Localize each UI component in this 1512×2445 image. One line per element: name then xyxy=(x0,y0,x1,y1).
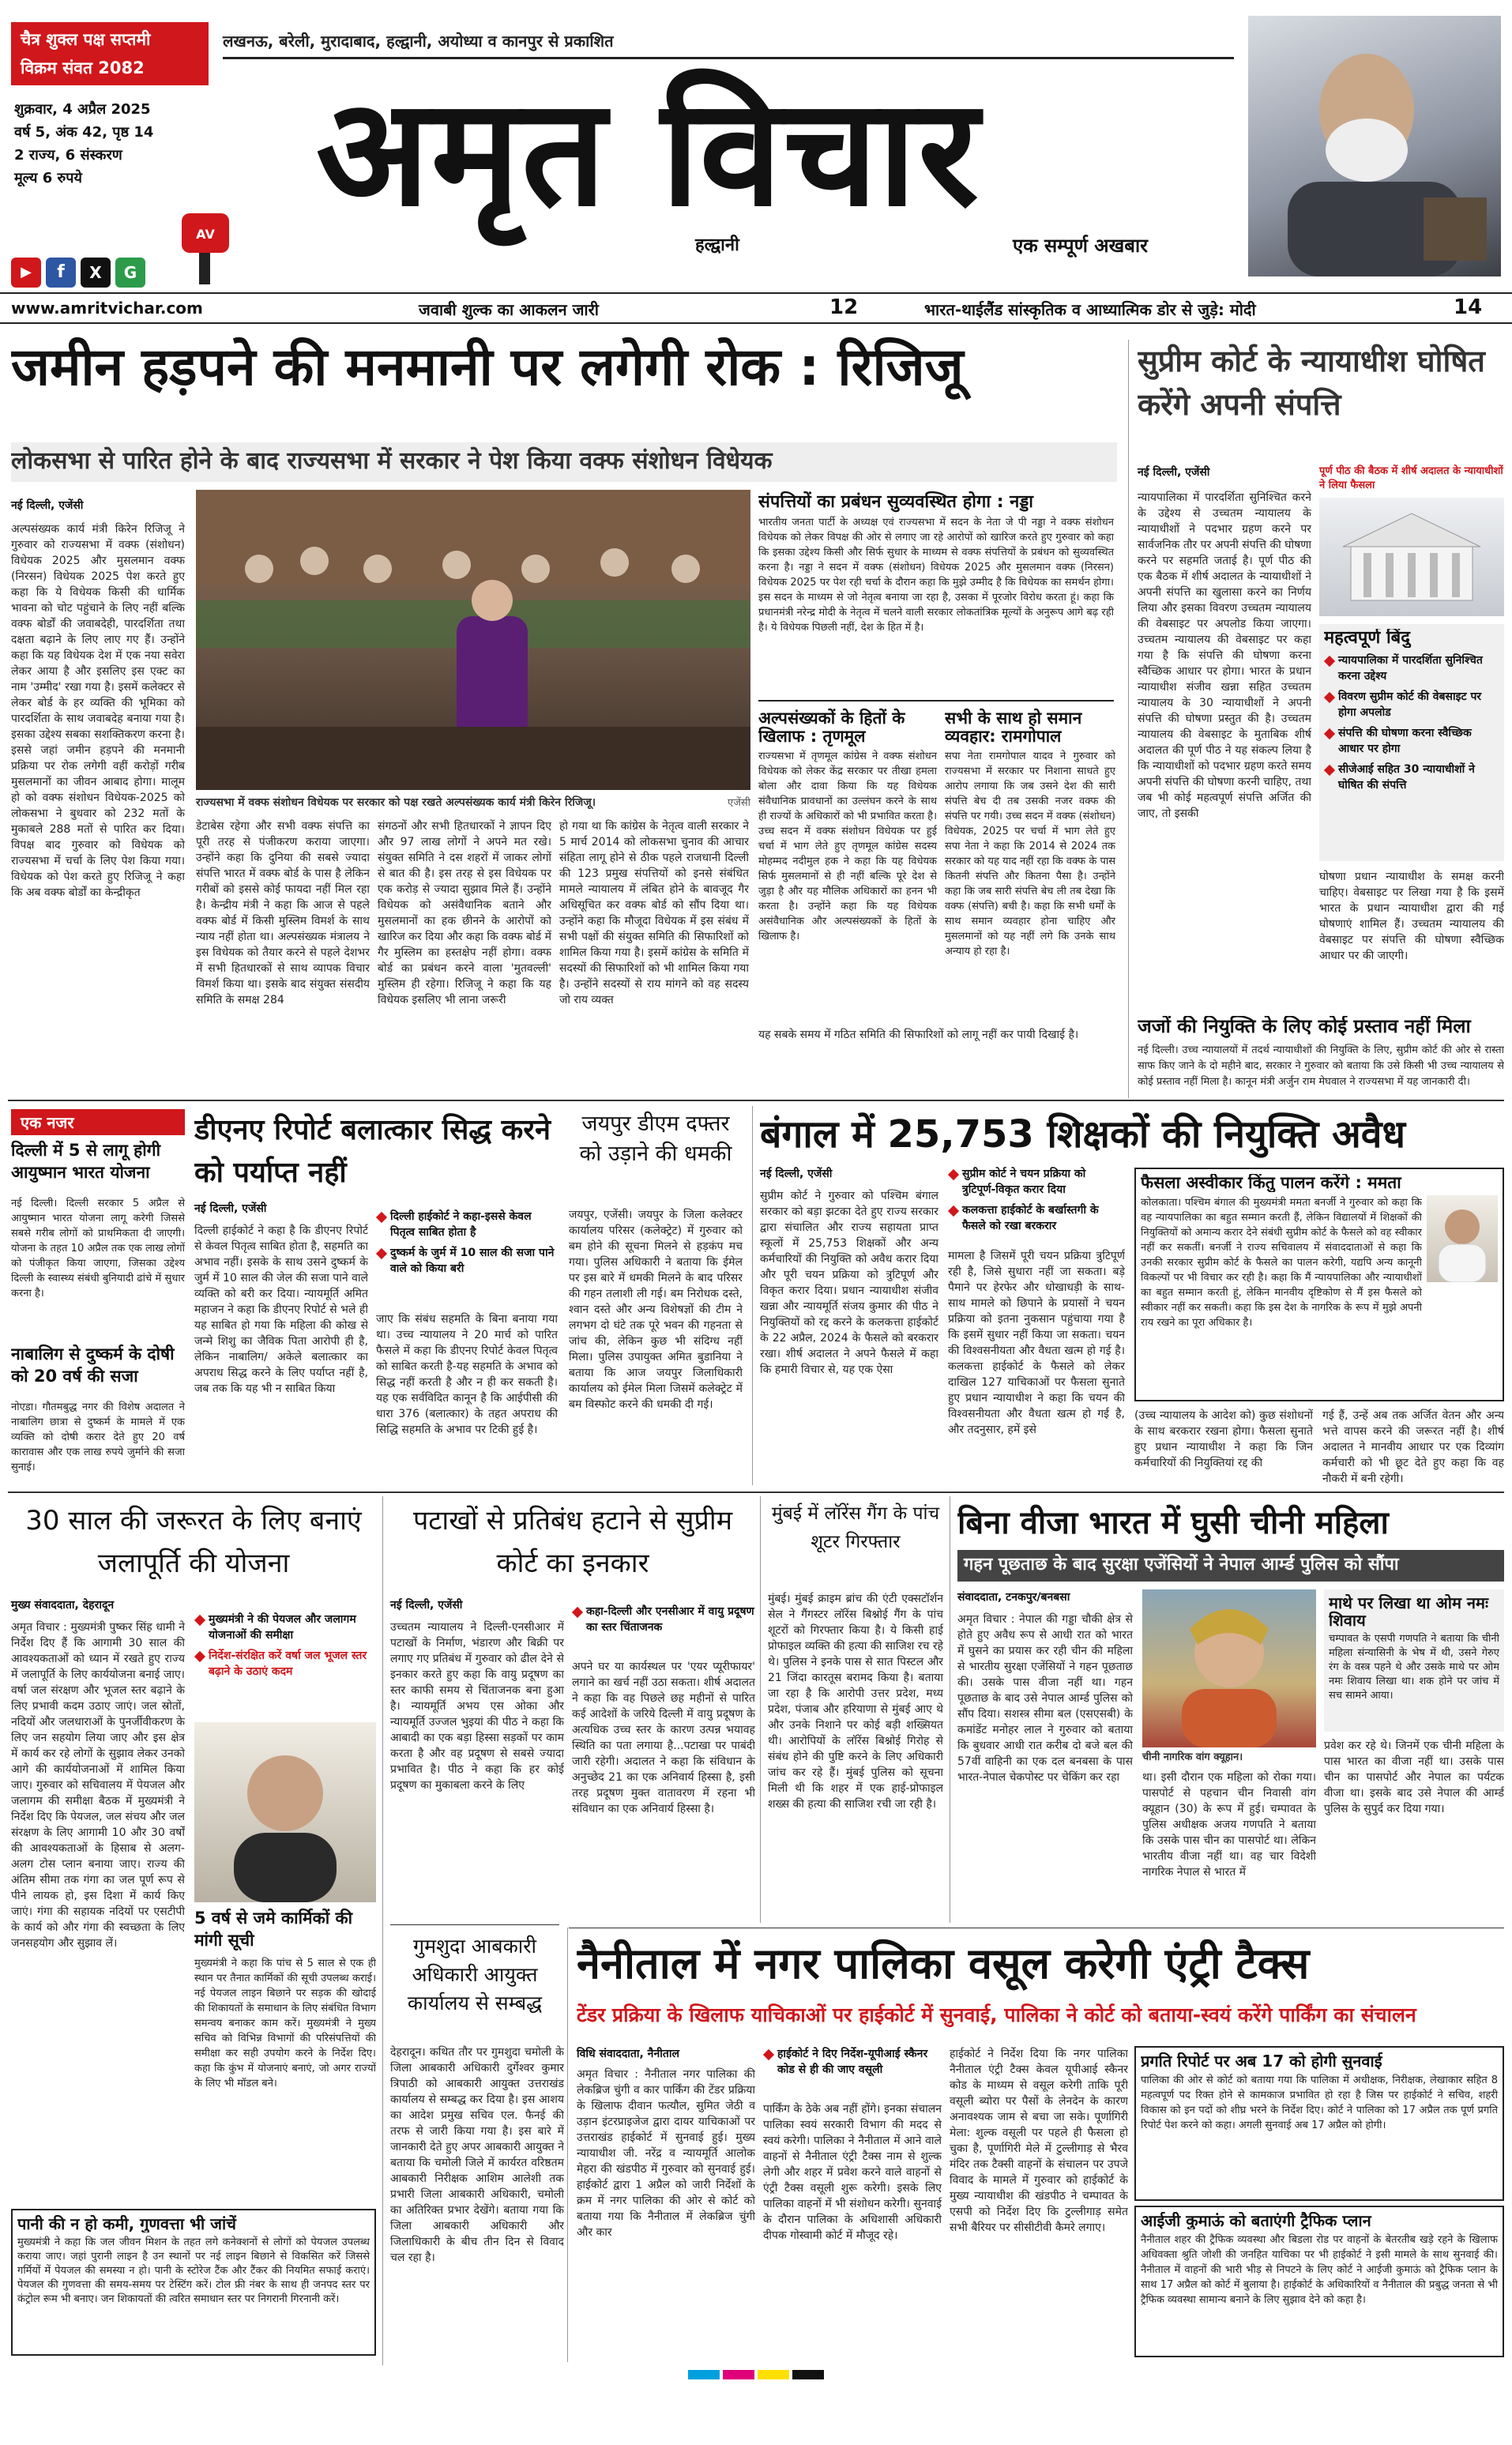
lead-col2: डेटाबेस रहेगा और सभी वक्फ संपत्ति का पूरी तरह से पंजीकरण कराया जाएगा। उन्होंने कहा कि दुनिया की सबसे ज्यादा संपत्ति भारत में वक्फ बोर्ड के पास है लेकिन गरीबों को इससे कोई फायदा नहीं मिल रहा है। केन्द्रीय मंत्री ने कहा कि आज से पहले वक्फ बोर्ड में किसी मुस्लिम विमर्श के साथ न्याय नहीं होता था। अल्पसंख्यक मंत्रालय ने इस विधेयक को तैयार करने से पहले देशभर में सभी हितधारकों से साथ व्यापक विचार विमर्श किया था। इसके बाद संयुक्त संसदीय समिति के समक्ष 284 xyxy=(196,820,370,1006)
tmc-text: राज्यसभा में तृणमूल कांग्रेस ने वक्फ संशोधन विधेयक को लेकर केंद्र सरकार पर तीखा हमला बोला और दावा किया कि यह विधेयक संवैधानिक प्रावधानों का उल्लंघन करने के साथ ही राज्यों के अधिकारों को भी प्रभावित करता है। उच्च सदन में वक्फ संशोधन विधेयक पर हुई चर्चा में भाग लेते हुए तृणमूल कांग्रेस सदस्य मोहम्मद नदीमुल हक ने कहा कि यह विधेयक सिर्फ मुसलमानों से ही नहीं बल्कि पूरे देश से जुड़ा है और यह मौलिक अधिकारों का हनन भी करता है। उन्होंने कहा कि यह विधेयक असंवैधानिक और अल्पसंख्यकों के हितों के खिलाफ है। xyxy=(758,750,937,943)
sp-title: सभी के साथ हो समान व्यवहार: रामगोपाल xyxy=(945,709,1082,747)
bengal-points xyxy=(948,1166,1122,1239)
chinese-col3: प्रवेश कर रहे थे। जिनमें एक चीनी महिला के पास भारत का वीजा नहीं था। उसके पास चीन का पासपोर्ट और नेपाल का पर्यटक वीजा था। इसके बाद उसे नेपाल की आर्म्ड पुलिस के सुपुर्द कर दिया गया। xyxy=(1324,1740,1504,1815)
ek-nazar-t1: नई दिल्ली। दिल्ली सरकार 5 अप्रैल से आयुष्मान भारत योजना लागू करेगी जिससे सबसे गरीब लोगों को प्राथमिकता दी जाएगी। योजना के तहत 10 अप्रैल तक एक लाख लोगों को पंजीकृत किया जाएगा, जिसका उद्देश्य दिल्ली के स्वास्थ्य संबंधी बुनियादी ढांचे में सुधार करना है। xyxy=(11,1198,185,1300)
lead-photo-caption: राज्यसभा में वक्फ संशोधन विधेयक पर सरकार को पक्ष रखते अल्पसंख्यक कार्य मंत्री किरेन रिजिजू। xyxy=(196,796,596,809)
sc-headline: सुप्रीम कोर्ट के न्यायाधीश घोषित करेंगे अपनी संपत्ति xyxy=(1138,344,1485,422)
water-box-text: मुख्यमंत्री ने कहा कि जल जीवन मिशन के तहत लगे कनेक्शनों से लोगों को पेयजल उपलब्ध कराया जाए। जहां पुरानी लाइन है उन स्थानों पर नई लाइन बिछाने से विकसित करें जिससे गर्मियों में पेयजल की समस्या न हो। पानी के स्टोरेज टैंक और टैंकर की नियमित सफाई कराएं। पेयजल की गुणवत्ता की समय-समय पर टेस्टिंग करें। टोल फ्री नंबर के साथ ही जनपद स्तर पर कंट्रोल रूम भी बनाए। जन शिकायतों की त्वरित समाधान स्तर पर निगरानी गिरनानी करें। xyxy=(17,2236,370,2305)
divider xyxy=(760,1496,761,1923)
crackers-point: कहा-दिल्ली और एनसीआर में वायु प्रदूषण का स्तर चिंताजनक xyxy=(572,1604,755,1635)
excise-headline: गुमशुदा आबकारी अधिकारी आयुक्त कार्यालय से सम्बद्ध xyxy=(407,1935,543,2014)
divider xyxy=(8,1100,1504,1101)
title-rule xyxy=(223,57,1234,59)
dna-dateline: नई दिल्ली, एजेंसी xyxy=(194,1202,267,1215)
registration-mark xyxy=(758,2370,789,2379)
registration-mark xyxy=(792,2370,824,2379)
nainital-subhead: टेंडर प्रक्रिया के खिलाफ याचिकाओं पर हाईकोर्ट में सुनवाई, पालिका ने कोर्ट को बताया-स्वयं करेंगे पार्किंग का संचालन xyxy=(577,2003,1416,2026)
lead-col5: यह सबके समय में गठित समिति की सिफारिशों को लागू नहीं कर पायी दिखाई है। xyxy=(758,1029,1079,1041)
sc-points-title: महत्वपूर्ण बिंदु xyxy=(1324,629,1410,648)
nainital-col3: हाईकोर्ट ने निर्देश दिया कि नगर पालिका नैनीताल एंट्री टैक्स केवल यूपीआई स्कैनर कोड के माध्यम से वसूल करेगी ताकि पूरी वसूली ब्योरा पर पैसों के लेनदेन के कारण अनावश्यक जाम से बचा जा सके। पूर्णागिरी मेला: शुल्क वसूली पर पहले ही फैसला हो चुका है, पूर्णागिरी मेले में टुल्लीगाड़ से भैरव मंदिर तक टैक्सी वाहनों के संचालन पर उपजे विवाद के मामले में गुरुवार को हाईकोर्ट के मुख्य न्यायाधीश की खंडपीठ ने चम्पावत के एसपी को निर्देश दिए कि टुल्लीगाड़ समेत सभी बैरियर पर सीसीटीवी कैमरे लगाए। xyxy=(950,2048,1128,2234)
newspaper-title: अमृत विचार xyxy=(316,66,980,239)
dna-points xyxy=(376,1209,558,1281)
ek-nazar-label: एक नजर xyxy=(11,1109,185,1135)
water-sub-title: 5 वर्ष से जमे कार्मिकों की मांगी सूची xyxy=(194,1909,353,1950)
registration-mark xyxy=(688,2370,720,2379)
nainital-headline: नैनीताल में नगर पालिका वसूल करेगी एंट्री टैक्स xyxy=(577,1939,1310,1988)
chinese-headline: बिना वीजा भारत में घुसी चीनी महिला xyxy=(957,1505,1389,1541)
sc-sub-headline: जजों की नियुक्ति के लिए कोई प्रस्ताव नहीं मिला xyxy=(1138,1016,1471,1037)
lead-photo-credit: एजेंसी xyxy=(728,797,750,809)
divider xyxy=(390,1924,559,1925)
tmc-box xyxy=(758,706,937,1022)
lead-col3: संगठनों और सभी हितधारकों ने ज्ञापन दिए और 97 लाख लोगों ने अपने मत रखे। संयुक्त समिति ने दस शहरों में जाकर लोगों से बात की है। इस तरह से इस विधेयक पर एक करोड़ से ज्यादा सुझाव मिले हैं। उन्होंने विधेयक को असंवैधानिक बताने और मुसलमानों का हक छीनने के आरोपों को खारिज कर दिया और कहा कि वक्फ बोर्ड में गैर मुस्लिम का हस्तक्षेप नहीं होगा। वक्फ बोर्ड का प्रबंधन करने वाला 'मुतवल्ली' मुस्लिम ही रहेगा। रिजिजू ने कहा कि यह विधेयक इसलिए भी लाना जरूरी xyxy=(378,820,551,1006)
mamata-photo xyxy=(1427,1195,1498,1282)
traffic-box-title: आईजी कुमाऊं को बताएंगी ट्रैफिक प्लान xyxy=(1141,2212,1371,2229)
divider xyxy=(752,1106,753,1485)
sc-point: विवरण सुप्रीम कोर्ट की वेबसाइट पर होगा अपलोड xyxy=(1324,689,1499,720)
issue-info xyxy=(14,98,220,190)
issue-volume: वर्ष 5, अंक 42, पृष्ठ 14 xyxy=(14,124,154,141)
crackers-headline: पटाखों से प्रतिबंध हटाने से सुप्रीम कोर्ट का इनकार xyxy=(412,1505,733,1579)
water-points xyxy=(194,1612,376,1684)
tithi-line: चैत्र शुक्ल पक्ष सप्तमी xyxy=(21,30,151,49)
chinese-box xyxy=(1324,1589,1504,1732)
sp-text: सपा नेता रामगोपाल यादव ने गुरुवार को राज्यसभा में सरकार पर निशाना साधते हुए आरोप लगाया कि जब उसने देश की सारी संपत्ति बेच दी तब उसकी नजर वक्फ की संपत्ति पर गयी। उच्च सदन में वक्फ (संशोधन) विधेयक, 2025 पर चर्चा में भाग लेते हुए सपा नेता ने कहा कि 2014 से 2024 तक सरकार को यह याद नहीं रहा कि वक्फ के पास कितनी संपत्ति और कितना पैसा है। उन्होंने कहा कि जब सारी संपत्ति बेच ली तब देखा कि वक्फ (संपत्ति) बची है। कहा कि सभी धर्मों के साथ समान व्यवहार होना चाहिए और मुसलमानों को यह नहीं लगे कि उनके साथ अन्याय हो रहा है। xyxy=(945,750,1115,958)
progress-box xyxy=(1134,2046,1504,2201)
nainital-col1: अमृत विचार : नैनीताल नगर पालिका की लेकब्रिज चुंगी व कार पार्किंग की टेंडर प्रक्रिया के खिलाफ दीवान फत्यौल, सुमित जेठी व उड़ान इंटरप्राइजेज द्वारा दायर याचिकाओं पर उत्तराखंड हाईकोर्ट में सुनवाई हुई। मुख्य न्यायाधीश जी. नरेंद्र व न्यायमूर्ति आलोक मेहरा की खंडपीठ में गुरुवार को सुनवाई हुई। हाईकोर्ट द्वारा 1 अप्रैल को जारी निर्देशों के क्रम में नगर पालिका की ओर से कोर्ट को बताया गया कि नैनीताल में लेकब्रिज चुंगी और कार xyxy=(577,2068,755,2239)
divider xyxy=(1128,340,1129,1098)
divider xyxy=(382,1496,383,2365)
issue-date: शुक्रवार, 4 अप्रैल 2025 xyxy=(14,101,151,118)
water-sub-text: मुख्यमंत्री ने कहा कि पांच से 5 साल से एक ही स्थान पर तैनात कार्मिकों की सूची उपलब्ध कराई। नई पेयजल लाइन बिछाने पर सड़क की खोदाई की शिकायतों के समाधान के लिए संबंधित विभाग समन्वय बनाकर काम करें। मुख्यमंत्री ने मुख्य सचिव को विभिन्न विभागों की परिसंपत्तियों की समीक्षा कर सही उपयोग करने के निर्देश दिए। कहा कि कुंभ में योजनाएं बनाएं, जो अगर राज्यों के लिए भी मॉडल बने। xyxy=(194,1958,376,2090)
traffic-box-text: नैनीताल शहर की ट्रैफिक व्यवस्था और बिडला रोड पर वाहनों के बेतरतीब खड़े रहने के खिलाफ अधिवक्ता श्रुति जोशी की जनहित याचिका पर भी हाईकोर्ट ने इसी मामले के साथ सुनवाई की। नैनीताल में वाहनों की भारी भीड़ से निपटने के लिए कोर्ट ने आईजी कुमाऊं को ट्रैफिक प्लान के साथ 17 अप्रैल को कोर्ट में बुलाया है। हाईकोर्ट के अधिकारियों व नैनीताल की प्रबुद्ध जनता से भी ट्रैफिक व्यवस्था सामान्य बनाने के लिए सुझाव देने को कहा है। xyxy=(1141,2234,1498,2306)
sc-kicker xyxy=(1319,465,1504,493)
samvat-line: विक्रम संवत 2082 xyxy=(21,58,145,77)
microphone-icon xyxy=(158,205,253,292)
tmc-title: अल्पसंख्यकों के हितों के खिलाफ : तृणमूल xyxy=(758,709,905,747)
water-headline: 30 साल की जरूरत के लिए बनाएं जलापूर्ति की योजना xyxy=(25,1505,362,1579)
sc-body2: घोषणा प्रधान न्यायाधीश के समक्ष करनी चाहिए। वेबसाइट पर लिखा गया है कि इसमें भारत के प्रधान न्यायाधीश द्वारा की गई घोषणाएं शामिल हैं। उच्चतम न्यायालय की वेबसाइट पर संपत्ति की घोषणा स्वैच्छिक आधार पर की जाएगी। xyxy=(1319,871,1504,962)
court-building-icon xyxy=(1319,498,1504,616)
nainital-dateline: विधि संवाददाता, नैनीताल xyxy=(577,2048,679,2060)
nainital-points xyxy=(763,2046,945,2082)
masthead xyxy=(0,0,1512,330)
chinese-subhead: गहन पूछताछ के बाद सुरक्षा एजेंसियों ने नेपाल आर्म्ड पुलिस को सौंपा xyxy=(957,1550,1504,1582)
water-point: निर्देश-संरक्षित करें वर्षा जल भूजल स्तर बढ़ाने के उठाएं कदम xyxy=(194,1648,376,1680)
water-col1: अमृत विचार : मुख्यमंत्री पुष्कर सिंह धामी ने निर्देश दिए हैं कि आगामी 30 साल की आवश्यकताओं को ध्यान में रखते हुए राज्य में जलापूर्ति के लिए कार्ययोजना बनाई जाए। वर्षा जल संरक्षण और भूजल स्तर बढ़ाने के लिए प्रभावी कदम उठाए जाएं। जल स्रोतों, नदियों और जलधाराओं के पुनर्जीवीकरण के लिए जन सहयोग लिया जाए और इस क्षेत्र में कार्य कर रहे लोगों के सुझाव लेकर उनको आगे की कार्ययोजनाओं में शामिल किया जाए। गुरुवार को सचिवालय में पेयजल और जलागम की समीक्षा बैठक में मुख्यमंत्री ने निर्देश दिए कि पेयजल, जल संचय और जल संरक्षण के लिए आगामी 10 और 30 वर्षों की आवश्यकताओं के हिसाब से अलग-अलग टोस प्लान बनाया जाए। राज्य की अंतिम सीमा तक गंगा का जल पूर्ण रूप से पीने लायक हो, इस दिशा में कार्य किए जाएं। गंगा की सहायक नदियों पर एसटीपी के कार्य को और गंगा की स्वच्छता के लिए जनसहयोग और सुझाव लें। xyxy=(11,1621,185,1950)
water-box xyxy=(11,2209,376,2356)
sc-point: सीजेआई सहित 30 न्यायाधीशों ने घोषित की संपत्ति xyxy=(1324,762,1499,793)
chinese-col2: था। इसी दौरान एक महिला को रोका गया। पासपोर्ट से पहचान चीन निवासी वांग क्यूहान (30) के रूप में हुई। चम्पावत के पुलिस अधीक्षक अजय गणपति ने बताया कि उसके पास चीन का पासपोर्ट था। लेकिन भारतीय वीजा नहीं था। वह चार विदेशी नागरिक नेपाल से भारत में xyxy=(1142,1771,1316,1879)
ek-nazar-h2: नाबालिग से दुष्कर्म के दोषी को 20 वर्ष की सजा xyxy=(11,1345,175,1386)
lead-col1: अल्पसंख्यक कार्य मंत्री किरेन रिजिजू ने गुरुवार को राज्यसभा में वक्फ (संशोधन) विधेयक 2025 और मुसलमान वक्फ (निरसन) विधेयक 2025 पेश करते हुए कहा कि ये विधेयक किसी की धार्मिक भावना को चोट पहुंचाने के लिए नहीं बल्कि वक्फ बोर्डों की जवाबदेही, पारदर्शिता तथा दक्षता बढ़ाने के लिए लाए गए हैं। उन्होंने कहा कि यह विधेयक देश में एक नया सवेरा लेकर आया है और इसलिए इस एक्ट का नाम 'उम्मीद' रखा गया है। इसमें कलेक्टर से लेकर बोर्ड के हर व्यक्ति की भूमिका को पारदर्शिता के साथ जवाबदेह बनाया गया है। इसका उद्देश्य सबका सशक्तिकरण करना है। इससे जहां जमीन हड़पने की मनमानी प्रक्रिया पर रोक लगेगी वहीं करोड़ों गरीब मुसलमानों का जीवन आबाद होगा। मालूम हो को वक्फ संशोधन विधेयक-2025 को लोकसभा ने बुधवार को 232 मतों के मुकाबले 288 मतों से पारित कर दिया। विपक्ष बाद गुरुवार को विधेयक को राज्यसभा में चर्चा के लिए पेश किया गया। विधेयक को पेश करते हुए रिजिजू ने कहा कि अब वक्फ बोर्डों का केन्द्रीकृत xyxy=(11,523,185,899)
dhami-photo xyxy=(194,1722,376,1902)
progress-box-title: प्रगति रिपोर्ट पर अब 17 को होगी सुनवाई xyxy=(1141,2052,1382,2070)
ek-nazar-h1: दिल्ली में 5 से लागू होगी आयुष्मान भारत योजना xyxy=(11,1141,161,1182)
dna-col1: दिल्ली हाईकोर्ट ने कहा है कि डीएनए रिपोर्ट से केवल पितृत्व साबित होता है, सहमति का अभाव नहीं। इसके के साथ उसने दुष्कर्म के जुर्म में 10 साल की जेल की सजा पाने वाले व्यक्ति को बरी कर दिया। न्यायमूर्ति अमित महाजन ने कहा कि डीएनए रिपोर्ट से भले ही यह साबित हो गया कि महिला की कोख से जन्मे शिशु का जैविक पिता आरोपी ही है, लेकिन नाबालिग/ अकेले बलात्कार का अपराध सिद्ध करने के लिए पर्याप्त नहीं है, जब तक कि यह भी न साबित किया xyxy=(194,1224,368,1395)
bengal-headline: बंगाल में 25,753 शिक्षकों की नियुक्ति अवैध xyxy=(760,1112,1405,1157)
facebook-icon[interactable]: f xyxy=(46,258,76,288)
bengal-col4: गई हैं, उन्हें अब तक अर्जित वेतन और अन्य भत्ते वापस करने की जरूरत नहीं है। शीर्ष अदालत ने मानवीय आधार पर एक दिव्यांग कर्मचारी को भी छूट देते हुए कहा कि वह नौकरी में बनी रहेगी। xyxy=(1322,1409,1504,1485)
dna-point: दिल्ली हाईकोर्ट ने कहा-इससे केवल पितृत्व साबित होता है xyxy=(376,1209,558,1240)
teaser-bar xyxy=(0,292,1512,324)
sc-point: न्यायपालिका में पारदर्शिता सुनिश्चित करना उद्देश्य xyxy=(1324,653,1499,684)
nadda-box xyxy=(758,490,1114,702)
water-point: मुख्यमंत्री ने की पेयजल और जलागम योजनाओं की समीक्षा xyxy=(194,1612,376,1643)
website-link[interactable]: www.amritvichar.com xyxy=(11,299,203,318)
teaser-2[interactable]: भारत-थाईलैंड सांस्कृतिक व आध्यात्मिक डोर से जुड़े: मोदी xyxy=(924,300,1256,319)
lead-subhead: लोकसभा से पारित होने के बाद राज्यसभा में सरकार ने पेश किया वक्फ संशोधन विधेयक xyxy=(11,442,1117,482)
sp-box xyxy=(945,706,1115,1022)
lead-headline: जमीन हड़पने की मनमानी पर लगेगी रोक : रिजिजू xyxy=(11,337,964,397)
lead-col4: हो गया था कि कांग्रेस के नेतृत्व वाली सरकार ने 5 मार्च 2014 को लोकसभा चुनाव की आचार संहिता लागू होने से ठीक पहले राजधानी दिल्ली की 123 प्रमुख संपत्तियों को इनसे संबंधित मामले न्यायालय में लंबित होने के बावजूद गैर अधिसूचित कर वक्फ बोर्ड को सौंप दिया था। उन्होंने कहा कि मौजूदा विधेयक में इस संबंध में सभी पक्षों की संयुक्त समिति की सिफारिशों को शामिल किया गया है। इसमें कांग्रेस के समिति में सदस्यों की सिफारिशों को भी शामिल किया गया है। उन्होंने सदस्यों से राय मांगने को वह सदस्य जो राय व्यक्त xyxy=(559,820,749,1006)
nainital-point: हाईकोर्ट ने दिए निर्देश-यूपीआई स्कैनर कोड से ही की जाए वसूली xyxy=(763,2046,945,2078)
mamata-box xyxy=(1134,1168,1504,1401)
svg-text:AV: AV xyxy=(196,227,215,242)
teaser-1[interactable]: जवाबी शुल्क का आकलन जारी xyxy=(419,300,599,319)
chinese-box-text: चम्पावत के एसपी गणपति ने बताया कि चीनी महिला संन्यासिनी के भेष में थी, उसने गेरुए रंग के वस्त्र पहने थे और उसके माथे पर ओम नमः शिवाय लिखा था। शक होने पर जांच में सच सामने आया। xyxy=(1329,1633,1499,1702)
dna-point: दुष्कर्म के जुर्म में 10 साल की सजा पाने वाले को किया बरी xyxy=(376,1245,558,1277)
lead-dateline: नई दिल्ली, एजेंसी xyxy=(11,499,84,512)
sc-points-box xyxy=(1319,624,1504,861)
issue-editions: 2 राज्य, 6 संस्करण xyxy=(14,147,122,164)
sc-photo xyxy=(1319,498,1504,616)
x-icon[interactable]: X xyxy=(81,258,111,288)
youtube-icon[interactable]: ▶ xyxy=(11,258,41,288)
registration-mark xyxy=(723,2370,754,2379)
mamata-text: कोलकाता। पश्चिम बंगाल की मुख्यमंत्री ममता बनर्जी ने गुरुवार को कहा कि वह न्यायपालिका का बहुत सम्मान करती हैं, लेकिन विद्यालयों में शिक्षकों की नियुक्तियों को अमान्य करार देने संबंधी सुप्रीम कोर्ट के फैसले को वह स्वीकार नहीं कर सकतीं। बनर्जी ने राज्य सचिवालय में संवाददाताओं से कहा कि उनकी सरकार सुप्रीम कोर्ट के फैसले का पालन करेगी, यद्यपि अन्य कानूनी विकल्पों पर भी विचार कर रही है। कहा कि मैं न्यायपालिका और न्यायाधीशों का बहुत सम्मान करती हूं, लेकिन मानवीय दृष्टिकोण से मैं इस फैसले को स्वीकार नहीं कर सकती। कहा कि इस देश के नागरिक के रूप में मुझे अपनी राय रखने का पूरा अधिकार है। xyxy=(1141,1197,1422,1330)
tagline: एक सम्पूर्ण अखबार xyxy=(1013,235,1148,257)
cities-line: लखनऊ, बरेली, मुरादाबाद, हल्द्वानी, अयोध्या व कानपुर से प्रकाशित xyxy=(223,32,614,51)
jaipur-headline: जयपुर डीएम दफ्तर को उड़ाने की धमकी xyxy=(579,1112,732,1166)
woman-portrait-image xyxy=(1142,1589,1316,1747)
divider xyxy=(567,1928,568,2362)
bengal-col3: (उच्च न्यायालय के आदेश को) कुछ संशोधनों के साथ बरकरार रखना होगा। फैसला सुनाते हुए प्रधान न्यायाधीश ने कहा कि जिन कर्मचारियों की नियुक्तियां रद्द की xyxy=(1134,1409,1313,1469)
mumbai-headline: मुंबई में लॉरेंस गैंग के पांच शूटर गिरफ्तार xyxy=(771,1503,940,1552)
pm-photo xyxy=(1248,16,1501,276)
chinese-dateline: संवाददाता, टनकपुर/बनबसा xyxy=(957,1591,1070,1604)
bengal-dateline: नई दिल्ली, एजेंसी xyxy=(760,1168,833,1180)
crackers-dateline: नई दिल्ली, एजेंसी xyxy=(390,1599,463,1612)
jaipur-text: जयपुर, एजेंसी। जयपुर के जिला कलेक्टर कार्यालय परिसर (कलेक्ट्रेट) में गुरुवार को बम होने की सूचना मिलने से हड़कंप मच गया। पुलिस अधिकारी ने बताया कि ईमेल पर इस बारे में धमकी मिलने के बाद परिसर की गहन तलाशी ली गई। बम निरोधक दस्ते, श्वान दस्ते और अन्य विशेषज्ञों की टीम ने लगभग दो घंटे तक पूरे भवन की गहनता से जांच की, लेकिन कुछ भी संदिग्ध नहीं मिला। पुलिस उपायुक्त अमित बुडानिया ने बताया कि आज जयपुर जिलाधिकारी कार्यालय को ईमेल मिला जिसमें कलेक्ट्रेट में बम विस्फोट करने की धमकी दी गई। xyxy=(569,1209,743,1411)
chinese-photo xyxy=(1142,1589,1316,1747)
traffic-box xyxy=(1134,2206,1504,2357)
sc-kicker-text: पूर्ण पीठ की बैठक में शीर्ष अदालत के न्यायाधीशों ने लिया फैसला xyxy=(1319,465,1503,491)
mic-logo xyxy=(158,205,253,292)
teaser-1-page: 12 xyxy=(829,295,859,319)
nainital-col2: पार्किंग के ठेके अब नहीं होंगे। इनका संचालन पालिका स्वयं सरकारी विभाग की मदद से स्वयं करेगी। पालिका ने नैनीताल में आने वाले वाहनों से नैनीताल एंट्री टैक्स नाम से शुल्क लेगी और शहर में प्रवेश करने वाले वाहनों से एंट्री टैक्स वसूली शुरू करेगी। इसके लिए पालिका वाहनों में भी संशोधन करेगी। सुनवाई के दौरान पालिका के अधिशासी अधिकारी दीपक गोस्वामी कोर्ट में मौजूद रहे। xyxy=(763,2103,942,2242)
edition-city: हल्द्वानी xyxy=(695,235,739,255)
registration-strip xyxy=(0,2370,1512,2386)
dhami-portrait-image xyxy=(194,1722,376,1902)
ek-nazar-t2: नोएडा। गौतमबुद्ध नगर की विशेष अदालत ने नाबालिग छात्रा से दुष्कर्म के मामले में एक व्यक्ति को दोषी करार देते हुए 20 वर्ष कारावास और एक लाख रुपये जुर्माने की सजा सुनाई। xyxy=(11,1401,185,1473)
social-icons xyxy=(11,258,161,289)
dna-headline: डीएनए रिपोर्ट बलात्कार सिद्ध करने को पर्याप्त नहीं xyxy=(194,1114,551,1189)
bengal-col1: सुप्रीम कोर्ट ने गुरुवार को पश्चिम बंगाल सरकार को बड़ा झटका देते हुए राज्य सरकार द्वारा संचालित और राज्य सहायता प्राप्त स्कूलों में 25,753 शिक्षकों और अन्य कर्मचारियों की नियुक्ति को अवैध करार दिया और पूरी चयन प्रक्रिया को त्रुटिपूर्ण और विकृत करार दिया। प्रधान न्यायाधीश संजीव खन्ना और न्यायमूर्ति संजय कुमार की पीठ ने नियुक्तियों को रद्द करने के कलकत्ता हाईकोर्ट के 22 अप्रैल, 2024 के फैसले को बरकरार रखा। शीर्ष अदालत ने अपने फैसले में कहा कि हमारी विचार से, यह एक ऐसा xyxy=(760,1190,938,1376)
bengal-col2: मामला है जिसमें पूरी चयन प्रक्रिया त्रुटिपूर्ण रही है, जिसे सुधारा नहीं जा सकता। बड़े पैमाने पर हेरफेर और धोखाधड़ी के साथ-साथ मामले को छिपाने के प्रयासों ने चयन प्रक्रिया को इतना नुकसान पहुंचाया गया है कि इसमें सुधार नहीं किया जा सकता। चयन की विश्वसनीयता और वैधता खत्म हो गई है। कलकत्ता हाईकोर्ट के फैसले को लेकर दाखिल 127 याचिकाओं पर फैसला सुनाते हुए प्रधान न्यायाधीश ने कहा कि चयन की विश्वसनीयता और वैधता खत्म हो गई है, और तदनुसार, हमें इसे xyxy=(948,1250,1125,1436)
issue-price: मूल्य 6 रुपये xyxy=(14,170,82,186)
mumbai-text: मुंबई। मुंबई क्राइम ब्रांच की एंटी एक्सटॉर्शन सेल ने गैंगस्टर लॉरेंस बिश्नोई गैंग के पांच शूटरों को गिरफ्तार किया है। ये किसी हाई प्रोफाइल व्यक्ति की हत्या की साजिश रच रहे थे। पुलिस ने इनके पास से सात पिस्टल और 21 जिंदा कारतूस बरामद किया है। बताया जा रहा है कि आरोपी उत्तर प्रदेश, मध्य प्रदेश, पंजाब और हरियाणा से मुंबई आए थे और उनके निशाने पर कोई बड़ी शख्सियत थी। आरोपियों के लॉरेंस बिश्नोई गिरोह से संबंध होने की पुष्टि करने के लिए अधिकारी जांच कर रहे हैं। मुंबई पुलिस को सूचना मिली थी कि शहर में एक हाई-प्रोफाइल शख्स की हत्या की साजिश रची जा रही है। xyxy=(768,1593,943,1811)
sc-points-list xyxy=(1324,653,1499,793)
teaser-2-page: 14 xyxy=(1454,295,1483,319)
chinese-photo-caption: चीनी नागरिक वांग क्यूहान। xyxy=(1142,1751,1243,1763)
sc-sub-text: नई दिल्ली। उच्च न्यायालयों में तदर्थ न्यायाधीशों की नियुक्ति के लिए, सुप्रीम कोर्ट की ओर से रास्ता साफ किए जाने के दो महीने बाद, सरकार ने गुरुवार को बताया कि उसे किसी भी उच्च न्यायालय से कोई प्रस्ताव नहीं मिला है। कानून मंत्री अर्जुन राम मेघवाल ने राज्यसभा में यह जानकारी दी। xyxy=(1138,1044,1504,1088)
date-panel xyxy=(11,22,209,85)
sc-body: न्यायपालिका में पारदर्शिता सुनिश्चित करने के उद्देश्य से उच्चतम न्यायालय के न्यायाधीशों ने पदभार ग्रहण करने पर सार्वजनिक तौर पर अपनी संपत्ति की घोषणा करने पर सहमति जताई है। पूर्ण पीठ की एक बैठक में शीर्ष अदालत के न्यायाधीशों ने अपनी संपत्ति का खुलासा करने का निर्णय लिया और इसका विवरण उच्चतम न्यायालय की वेबसाइट पर अपलोड किया जाएगा। उच्चतम न्यायालय की वेबसाइट पर कहा गया है कि संपत्ति की घोषणा करना स्वैच्छिक आधार पर होगा। भारत के प्रधान न्यायाधीश संजीव खन्ना सहित उच्चतम न्यायालय के 30 न्यायाधीशों ने अपनी संपत्ति की घोषणा प्रस्तुत की है। उच्चतम न्यायालय की वेबसाइट के मुताबिक शीर्ष अदालत की पूर्ण पीठ ने यह संकल्प लिया है कि न्यायाधीशों को पदभार ग्रहण करते समय अपनी संपत्ति की घोषणा करनी चाहिए, तथा जब भी कोई महत्वपूर्ण संपत्ति अर्जित की जाए, तो इसकी xyxy=(1138,491,1311,820)
crackers-points xyxy=(572,1604,755,1640)
bengal-point: कलकत्ता हाईकोर्ट के बर्खास्तगी के फैसले को रखा बरकरार xyxy=(948,1202,1122,1234)
mamata-portrait-image xyxy=(1427,1195,1498,1282)
progress-box-text: पालिका की ओर से कोर्ट को बताया गया कि पालिका में अधीक्षक, निरीक्षक, लेखाकार सहित 8 महत्वपूर्ण पद रिक्त होने से कामकाज प्रभावित हो रहा है जिस पर हाईकोर्ट ने सचिव, शहरी विकास को इन पदों को शीघ्र भरने के निर्देश दिए। कोर्ट ने पालिका को 17 अप्रैल तक पूर्ण प्रगति रिपोर्ट पेश करने को कहा। अगली सुनवाई अब 17 अप्रैल को होगी। xyxy=(1141,2074,1498,2131)
google-icon[interactable]: G xyxy=(115,258,145,288)
sc-dateline: नई दिल्ली, एजेंसी xyxy=(1138,466,1210,479)
chinese-box-title: माथे पर लिखा था ओम नमः शिवाय xyxy=(1329,1594,1489,1629)
water-box-title: पानी की न हो कमी, गुणवत्ता भी जांचें xyxy=(17,2215,236,2232)
divider xyxy=(8,1491,1504,1493)
excise-text: देहरादून। कथित तौर पर गुमशुदा चमोली के जिला आबकारी अधिकारी दुर्गेश्वर कुमार त्रिपाठी को आबकारी आयुक्त उत्तराखंड कार्यालय से सम्बद्ध कर दिया है। इस आशय का आदेश प्रमुख सचिव एल. फैनई की तरफ से जारी किया गया है। इस बारे में जानकारी देते हुए अपर आबकारी आयुक्त ने बताया कि चमोली जिले में कार्यरत वरिष्ठतम आबकारी निरीक्षक आशिम आलेशी तक प्रभारी जिला आबकारी अधिकारी, चमोली का अतिरिक्त प्रभार देखेंगे। बताया गया कि जिला आबकारी अधिकारी और जिलाधिकारी के बीच तीन दिन से विवाद चल रहा है। xyxy=(390,2046,564,2264)
crackers-col2: अपने घर या कार्यस्थल पर 'एयर प्यूरीफायर' लगाने का खर्च नहीं उठा सकता। शीर्ष अदालत ने कहा कि वह पिछले छह महीनों से पारित कई आदेशों के जरिये दिल्ली में वायु प्रदूषण के अत्यधिक उच्च स्तर के कारण उत्पन्न भयावह स्थिति का पता लगाया है...पटाखा पर पाबंदी जारी रहेगी। अदालत ने कहा कि संविधान के अनुच्छेद 21 का एक अनिवार्य हिस्सा है, इसी तरह प्रदूषण मुक्त वातावरण में रहना भी संविधान का एक अनिवार्य हिस्सा है। xyxy=(572,1661,755,1815)
dna-col2: जाए कि संबंध सहमति के बिना बनाया गया था। उच्च न्यायालय ने 20 मार्च को पारित फैसले में कहा कि डीएनए रिपोर्ट केवल पितृत्व को साबित करती है-यह सहमति के अभाव को सिद्ध नहीं करती है और न ही कर सकती है। यह एक सर्वविदित कानून है कि आईपीसी की धारा 376 (बलात्कार) के तहत अपराध की सिद्धि सहमति के अभाव पर टिकी हुई है। xyxy=(376,1313,558,1436)
lead-photo xyxy=(196,490,750,790)
crackers-col1: उच्चतम न्यायालय ने दिल्ली-एनसीआर में पटाखों के निर्माण, भंडारण और बिक्री पर लगाए गए प्रतिबंध में गुरुवार को ढील देने से इनकार करते हुए कहा कि वायु प्रदूषण का स्तर काफी समय से चिंताजनक बना हुआ है। न्यायमूर्ति अभय एस ओका और न्यायमूर्ति उज्जल भुइयां की पीठ ने कहा कि आबादी का एक बड़ा हिस्सा सड़कों पर काम करता है और वह प्रदूषण से सबसे ज्यादा प्रभावित है। पीठ ने कहा कि हर कोई प्रदूषण का मुकाबला करने के लिए xyxy=(390,1621,564,1792)
chinese-col1: अमृत विचार : नेपाल की गड्डा चौकी क्षेत्र से होते हुए अवैध रूप से आधी रात को भारत में घुसने का प्रयास कर रही चीन की महिला से भारतीय सुरक्षा एजेंसियों ने गहन पूछताछ की। उसके पास वीजा नहीं था। गहन पूछताछ के बाद उसे नेपाल आर्म्ड पुलिस को सौंप दिया। सशस्त्र सीमा बल (एसएसबी) के कमांडेंट मनोहर लाल ने गुरुवार को बताया कि बुधवार आधी रात करीब दो बजे बल की 57वीं वाहिनी का एक दल बनबसा के पास भारत-नेपाल चेकपोस्ट पर चेकिंग कर रहा xyxy=(957,1613,1133,1784)
water-dateline: मुख्य संवाददाता, देहरादून xyxy=(11,1599,115,1612)
nadda-text: भारतीय जनता पार्टी के अध्यक्ष एवं राज्यसभा में सदन के नेता जे पी नड्डा ने वक्फ संशोधन विधेयक को लेकर विपक्ष की ओर से लगाए जा रहे आरोपों को खारिज करते हुए गुरुवार को कहा कि इसका उद्देश्य किसी और सिर्फ सुधार के माध्यम से वक्फ संपत्तियों के प्रबंधन को सुव्यवस्थित करना है। नड्डा ने सदन में वक्फ (संशोधन) विधेयक 2025 और मुसलमान वक्फ (निरसन) विधेयक 2025 पर पेश रही चर्चा के दौरान कहा कि मुझे उम्मीद है कि विधेयक का समर्थन होगा। इस सदन के माध्यम से जो नेतृत्व बनाया जा रहा है, उसका में पूरजोर विरोध करता हूं। कहा कि प्रधानमंत्री नरेन्द्र मोदी के नेतृत्व में चलने वाली सरकार लोकतांत्रिक मूल्यों के अनुरूप आगे बढ़ रही है। ये विधेयक पिछली नहीं, देश के हित में है। xyxy=(758,517,1114,634)
bengal-point: सुप्रीम कोर्ट ने चयन प्रक्रिया को त्रुटिपूर्ण-विकृत करार दिया xyxy=(948,1166,1122,1198)
mamata-title: फैसला अस्वीकार किंतु पालन करेंगे : ममता xyxy=(1141,1174,1401,1192)
sc-point: संपत्ति की घोषणा करना स्वैच्छिक आधार पर होगा xyxy=(1324,725,1499,757)
rajya-sabha-image xyxy=(196,490,750,790)
pm-portrait-image xyxy=(1248,16,1501,276)
nadda-title: संपत्तियों का प्रबंधन सुव्यवस्थित होगा : नड्डा xyxy=(758,492,1033,512)
